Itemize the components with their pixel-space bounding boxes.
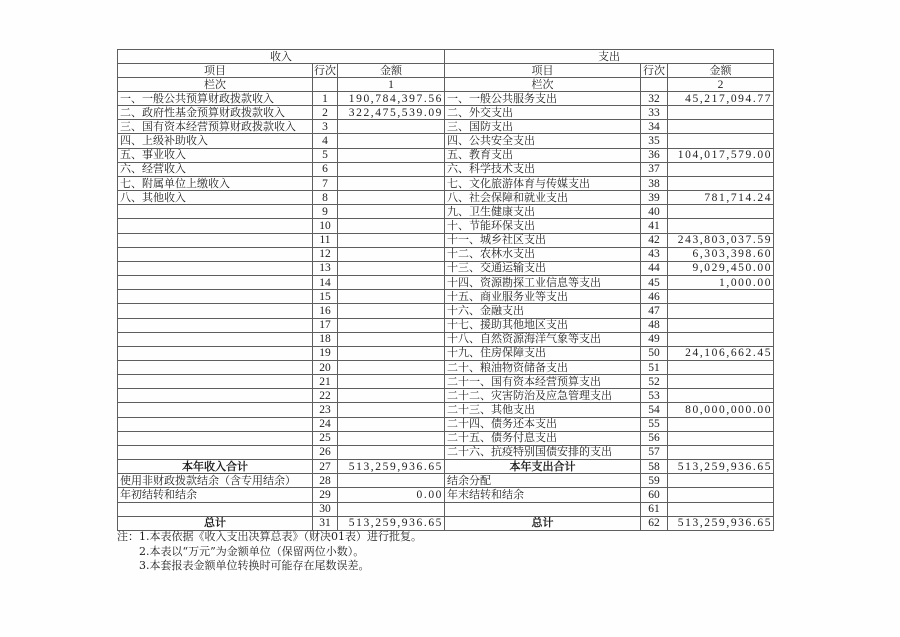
expenditure-item: 二十二、灾害防治及应急管理支出: [445, 389, 641, 403]
expenditure-line-no: 44: [641, 261, 668, 275]
income-amount: [338, 205, 445, 219]
expenditure-item: 十四、资源勘探工业信息等支出: [445, 276, 641, 290]
expenditure-item: [445, 502, 641, 516]
income-amount: [338, 290, 445, 304]
income-item: [118, 290, 313, 304]
table-row: [118, 445, 774, 459]
expenditure-line-no: 38: [641, 176, 668, 190]
income-line-no: 11: [313, 233, 338, 247]
table-body: [118, 92, 774, 531]
table-row: [118, 389, 774, 403]
expenditure-amount: [668, 389, 774, 403]
expenditure-line-header: 行次: [641, 64, 668, 78]
expenditure-line-no: 50: [641, 346, 668, 360]
income-item: 四、上级补助收入: [118, 134, 313, 148]
income-amount: [338, 304, 445, 318]
expenditure-line-no: 47: [641, 304, 668, 318]
income-item: 一、一般公共预算财政拨款收入: [118, 92, 313, 106]
expenditure-item: 十九、住房保障支出: [445, 346, 641, 360]
table-row: [118, 233, 774, 247]
expenditure-line-no: 41: [641, 219, 668, 233]
income-amount: [338, 431, 445, 445]
column-header-row: [118, 64, 774, 78]
notes: [117, 530, 422, 574]
income-amount: [338, 162, 445, 176]
income-line-no: 23: [313, 403, 338, 417]
income-item: [118, 318, 313, 332]
income-item: [118, 346, 313, 360]
expenditure-line-no: 61: [641, 502, 668, 516]
expenditure-line-no: 46: [641, 290, 668, 304]
expenditure-line-no: 35: [641, 134, 668, 148]
income-line-blank: [313, 78, 338, 92]
table-row: [118, 176, 774, 190]
income-line-no: 5: [313, 148, 338, 162]
income-item: [118, 445, 313, 459]
expenditure-item: 二十六、抗疫特别国债安排的支出: [445, 445, 641, 459]
income-line-no: 20: [313, 360, 338, 374]
expenditure-item: 十八、自然资源海洋气象等支出: [445, 332, 641, 346]
expenditure-line-no: 36: [641, 148, 668, 162]
table-row: [118, 106, 774, 120]
expenditure-item: 二十三、其他支出: [445, 403, 641, 417]
income-line-no: 26: [313, 445, 338, 459]
expenditure-item: 五、教育支出: [445, 148, 641, 162]
income-line-no: 18: [313, 332, 338, 346]
expenditure-line-no: 33: [641, 106, 668, 120]
expenditure-amount: [668, 431, 774, 445]
income-expenditure-summary-table: [117, 49, 774, 531]
expenditure-amount: [668, 106, 774, 120]
expenditure-amount: 9,029,450.00: [668, 261, 774, 275]
income-item: [118, 332, 313, 346]
income-amount: [338, 474, 445, 488]
income-amount: [338, 247, 445, 261]
expenditure-item: 九、卫生健康支出: [445, 205, 641, 219]
table-row: [118, 276, 774, 290]
expenditure-amount: [668, 474, 774, 488]
table-row: [118, 375, 774, 389]
expenditure-item: 十三、交通运输支出: [445, 261, 641, 275]
table-header: [118, 50, 774, 92]
income-item: [118, 247, 313, 261]
income-amount: [338, 346, 445, 360]
income-amount: [338, 360, 445, 374]
expenditure-line-no: 55: [641, 417, 668, 431]
income-amount: [338, 375, 445, 389]
income-item: [118, 219, 313, 233]
income-item: 八、其他收入: [118, 191, 313, 205]
table-row: [118, 417, 774, 431]
table-row: [118, 205, 774, 219]
expenditure-amount: 104,017,579.00: [668, 148, 774, 162]
expenditure-line-blank: [641, 78, 668, 92]
table-row: [118, 162, 774, 176]
table-row: [118, 460, 774, 474]
expenditure-item: 二十四、债务还本支出: [445, 417, 641, 431]
table-row: [118, 488, 774, 502]
income-amount-header: 金额: [338, 64, 445, 78]
expenditure-item: 三、国防支出: [445, 120, 641, 134]
income-amount: [338, 134, 445, 148]
note-text: 3.本套报表金额单位转换时可能存在尾数误差。: [139, 559, 370, 572]
table-row: [118, 403, 774, 417]
income-item: 二、政府性基金预算财政拨款收入: [118, 106, 313, 120]
table-row: [118, 120, 774, 134]
expenditure-amount: 513,259,936.65: [668, 516, 774, 530]
income-item: 年初结转和结余: [118, 488, 313, 502]
income-amount: [338, 191, 445, 205]
expenditure-line-no: 39: [641, 191, 668, 205]
expenditure-amount: [668, 176, 774, 190]
income-line-no: 17: [313, 318, 338, 332]
table-row: [118, 261, 774, 275]
expenditure-line-no: 56: [641, 431, 668, 445]
income-line-no: 15: [313, 290, 338, 304]
expenditure-item: 结余分配: [445, 474, 641, 488]
expenditure-amount: 243,803,037.59: [668, 233, 774, 247]
table-row: [118, 219, 774, 233]
expenditure-item: 八、社会保障和就业支出: [445, 191, 641, 205]
income-item-header: 项目: [118, 64, 313, 78]
table-row: [118, 431, 774, 445]
expenditure-line-no: 34: [641, 120, 668, 134]
income-amount: [338, 318, 445, 332]
expenditure-amount: [668, 417, 774, 431]
income-line-no: 4: [313, 134, 338, 148]
income-amount: 190,784,397.56: [338, 92, 445, 106]
income-amount: [338, 332, 445, 346]
income-amount: [338, 389, 445, 403]
expenditure-amount: [668, 134, 774, 148]
income-line-no: 16: [313, 304, 338, 318]
income-line-no: 9: [313, 205, 338, 219]
income-line-no: 6: [313, 162, 338, 176]
income-line-no: 22: [313, 389, 338, 403]
expenditure-amount: [668, 318, 774, 332]
note-line: [117, 545, 422, 560]
expenditure-item-header: 项目: [445, 64, 641, 78]
expenditure-item: 十二、农林水支出: [445, 247, 641, 261]
expenditure-column-number: 2: [668, 78, 774, 92]
income-item: 六、经营收入: [118, 162, 313, 176]
income-amount: [338, 176, 445, 190]
expenditure-item: 四、公共安全支出: [445, 134, 641, 148]
table-row: [118, 247, 774, 261]
expenditure-item: 年末结转和结余: [445, 488, 641, 502]
income-item: [118, 276, 313, 290]
income-total-label: 本年收入合计: [118, 460, 313, 474]
income-line-no: 14: [313, 276, 338, 290]
expenditure-amount: 6,303,398.60: [668, 247, 774, 261]
income-line-no: 25: [313, 431, 338, 445]
income-line-no: 24: [313, 417, 338, 431]
expenditure-line-no: 51: [641, 360, 668, 374]
expenditure-line-no: 60: [641, 488, 668, 502]
income-amount: [338, 276, 445, 290]
income-amount: [338, 445, 445, 459]
expenditure-line-no: 49: [641, 332, 668, 346]
expenditure-amount: [668, 219, 774, 233]
table-row: [118, 516, 774, 530]
expenditure-item: 十五、商业服务业等支出: [445, 290, 641, 304]
table-row: [118, 92, 774, 106]
income-line-header: 行次: [314, 63, 336, 77]
income-item: 使用非财政拨款结余（含专用结余）: [118, 474, 313, 488]
income-line-no: 30: [313, 502, 338, 516]
income-line-no: 19: [313, 346, 338, 360]
expenditure-item: 二十五、债务付息支出: [445, 431, 641, 445]
expenditure-amount: [668, 304, 774, 318]
expenditure-item: 十、节能环保支出: [445, 219, 641, 233]
expenditure-amount: [668, 332, 774, 346]
income-item: [118, 431, 313, 445]
expenditure-line-no: 53: [641, 389, 668, 403]
income-line-no: 7: [313, 176, 338, 190]
income-item: [118, 360, 313, 374]
income-amount: [338, 502, 445, 516]
expenditure-amount: 513,259,936.65: [668, 460, 774, 474]
income-item: [118, 205, 313, 219]
expenditure-line-no: 54: [641, 403, 668, 417]
income-line-no: 2: [313, 106, 338, 120]
income-item: [118, 389, 313, 403]
income-amount: [338, 219, 445, 233]
table-row: [118, 360, 774, 374]
expenditure-amount: [668, 120, 774, 134]
expenditure-amount: [668, 488, 774, 502]
table-row: [118, 332, 774, 346]
income-amount: 513,259,936.65: [338, 460, 445, 474]
table-row: [118, 290, 774, 304]
expenditure-total-label: 本年支出合计: [445, 460, 641, 474]
expenditure-line-no: 42: [641, 233, 668, 247]
expenditure-line-no: 45: [641, 276, 668, 290]
expenditure-amount: [668, 360, 774, 374]
expenditure-section-title: 支出: [445, 50, 774, 64]
income-section-title: 收入: [118, 50, 445, 64]
expenditure-amount: 781,714.24: [668, 191, 774, 205]
expenditure-amount: 80,000,000.00: [668, 403, 774, 417]
income-line-no: 1: [313, 92, 338, 106]
income-total-label: 总计: [118, 516, 313, 530]
income-column-label: 栏次: [118, 78, 313, 92]
table-row: [118, 474, 774, 488]
income-line-no: 3: [313, 120, 338, 134]
income-line-no: 28: [313, 474, 338, 488]
income-item: [118, 403, 313, 417]
note-text: 1.本表依据《收入支出决算总表》（财决01表）进行批复。: [139, 530, 422, 543]
income-line-no: 10: [313, 219, 338, 233]
income-item: 五、事业收入: [118, 148, 313, 162]
expenditure-line-no: 43: [641, 247, 668, 261]
expenditure-line-no: 57: [641, 445, 668, 459]
table-row: [118, 318, 774, 332]
expenditure-item: 二十一、国有资本经营预算支出: [445, 375, 641, 389]
expenditure-line-no: 52: [641, 375, 668, 389]
income-amount: 0.00: [338, 488, 445, 502]
expenditure-line-no: 48: [641, 318, 668, 332]
income-item: [118, 417, 313, 431]
expenditure-item: 六、科学技术支出: [445, 162, 641, 176]
income-line-no: 31: [313, 516, 338, 530]
income-amount: 513,259,936.65: [338, 516, 445, 530]
income-amount: [338, 148, 445, 162]
income-amount: [338, 261, 445, 275]
expenditure-line-no: 32: [641, 92, 668, 106]
expenditure-line-no: 40: [641, 205, 668, 219]
note-line: [117, 559, 422, 574]
expenditure-line-no: 59: [641, 474, 668, 488]
expenditure-item: 十一、城乡社区支出: [445, 233, 641, 247]
expenditure-item: 十七、援助其他地区支出: [445, 318, 641, 332]
income-amount: 322,475,539.09: [338, 106, 445, 120]
expenditure-amount: [668, 502, 774, 516]
expenditure-line-no: 62: [641, 516, 668, 530]
expenditure-line-no: 37: [641, 162, 668, 176]
income-amount: [338, 403, 445, 417]
income-item: 七、附属单位上缴收入: [118, 176, 313, 190]
table-row: [118, 134, 774, 148]
income-item: [118, 375, 313, 389]
income-amount: [338, 417, 445, 431]
expenditure-item: 七、文化旅游体育与传媒支出: [445, 176, 641, 190]
expenditure-item: 十六、金融支出: [445, 304, 641, 318]
income-item: [118, 304, 313, 318]
income-column-number: 1: [338, 78, 445, 92]
table-row: [118, 502, 774, 516]
income-item: [118, 233, 313, 247]
expenditure-item: 二、外交支出: [445, 106, 641, 120]
table-row: [118, 148, 774, 162]
expenditure-amount: [668, 162, 774, 176]
expenditure-total-label: 总计: [445, 516, 641, 530]
income-line-no: 13: [313, 261, 338, 275]
expenditure-item: 一、一般公共服务支出: [445, 92, 641, 106]
income-item: [118, 502, 313, 516]
income-line-no: 29: [313, 488, 338, 502]
expenditure-item: 二十、粮油物资储备支出: [445, 360, 641, 374]
expenditure-amount: 45,217,094.77: [668, 92, 774, 106]
table-row: [118, 346, 774, 360]
table-row: [118, 191, 774, 205]
expenditure-amount: [668, 290, 774, 304]
note-line: [117, 530, 422, 545]
expenditure-amount: 24,106,662.45: [668, 346, 774, 360]
expenditure-amount: [668, 375, 774, 389]
section-title-row: [118, 50, 774, 64]
income-line-no: 12: [313, 247, 338, 261]
income-amount: [338, 233, 445, 247]
income-item: [118, 261, 313, 275]
expenditure-amount-header: 金额: [668, 64, 774, 78]
income-line-no: 27: [313, 460, 338, 474]
income-amount: [338, 120, 445, 134]
expenditure-amount: [668, 205, 774, 219]
expenditure-line-no: 58: [641, 460, 668, 474]
income-line-no: 21: [313, 375, 338, 389]
income-item: 三、国有资本经营预算财政拨款收入: [118, 120, 313, 134]
note-text: 2.本表以“万元”为金额单位（保留两位小数）。: [139, 544, 365, 558]
expenditure-amount: 1,000.00: [668, 276, 774, 290]
column-index-row: [118, 78, 774, 92]
table-row: [118, 304, 774, 318]
expenditure-column-label: 栏次: [445, 78, 641, 92]
income-line-no: 8: [313, 191, 338, 205]
expenditure-amount: [668, 445, 774, 459]
note-prefix: 注：: [117, 530, 139, 543]
